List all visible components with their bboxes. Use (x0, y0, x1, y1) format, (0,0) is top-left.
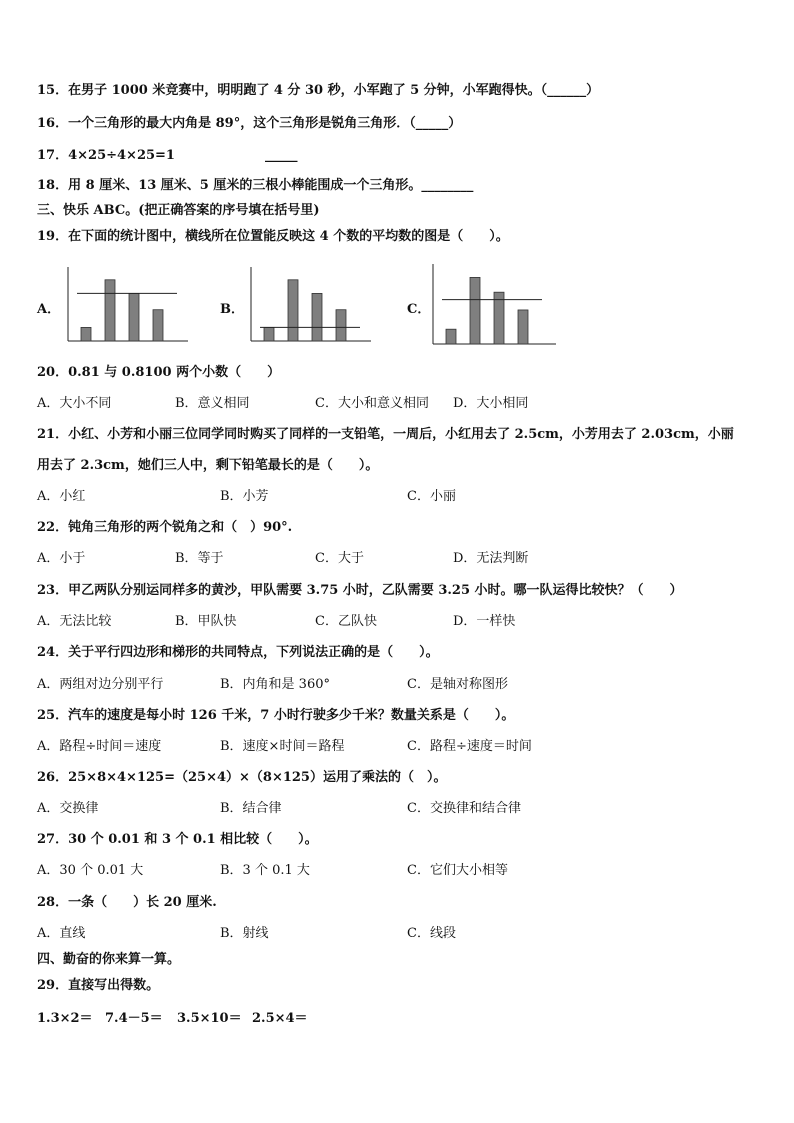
bar (288, 280, 298, 341)
question-17-blank[interactable]: _____ (265, 148, 298, 163)
q22-option-c[interactable]: C．大于 (315, 551, 364, 566)
question-24: 24．关于平行四边形和梯形的共同特点，下列说法正确的是（ ）。 (37, 645, 439, 660)
section-3-heading: 三、快乐 ABC。(把正确答案的序号填在括号里) (37, 203, 320, 218)
q27-option-b[interactable]: B．3 个 0.1 大 (220, 863, 310, 878)
bar (264, 327, 274, 341)
bar (105, 280, 115, 341)
q23-option-d[interactable]: D．一样快 (453, 614, 516, 629)
q23-option-a[interactable]: A．无法比较 (37, 614, 112, 629)
question-15: 15．在男子 1000 米竞赛中，明明跑了 4 分 30 秒，小军跑了 5 分钟，小军跑得快。（______） (37, 83, 600, 98)
bar (446, 329, 456, 344)
q22-option-b[interactable]: B．等于 (175, 551, 224, 566)
q24-option-b[interactable]: B．内角和是 360° (220, 677, 330, 692)
question-28: 28．一条（ ）长 20 厘米. (37, 895, 217, 910)
q27-option-a[interactable]: A．30 个 0.01 大 (37, 863, 144, 878)
q26-option-c[interactable]: C．交换律和结合律 (407, 801, 521, 816)
question-26: 26．25×8×4×125=（25×4）×（8×125）运用了乘法的（ ）。 (37, 770, 447, 785)
q22-option-d[interactable]: D．无法判断 (453, 551, 529, 566)
question-20: 20．0.81 与 0.8100 两个小数（ ） (37, 365, 281, 380)
section-4-heading: 四、勤奋的你来算一算。 (37, 952, 181, 967)
q21-option-b[interactable]: B．小芳 (220, 489, 269, 504)
question-16: 16．一个三角形的最大内角是 89°，这个三角形是锐角三角形．（_____） (37, 116, 462, 131)
q20-option-a[interactable]: A．大小不同 (37, 396, 112, 411)
bar (129, 293, 139, 341)
bar (336, 310, 346, 341)
bar (518, 310, 528, 344)
q20-option-b[interactable]: B．意义相同 (175, 396, 250, 411)
question-23: 23．甲乙两队分别运同样多的黄沙，甲队需要 3.75 小时，乙队需要 3.25 小时。哪一队运得比较快？（ ） (37, 583, 683, 598)
question-18: 18．用 8 厘米、13 厘米、5 厘米的三根小棒能围成一个三角形。________ (37, 178, 474, 193)
bar (312, 293, 322, 341)
q24-option-c[interactable]: C．是轴对称图形 (407, 677, 508, 692)
question-25: 25．汽车的速度是每小时 126 千米，7 小时行驶多少千米？数量关系是（ ）。 (37, 708, 515, 723)
q26-option-a[interactable]: A．交换律 (37, 801, 99, 816)
q29-item-3: 3.5×10＝ (177, 1011, 242, 1026)
q29-item-1: 1.3×2＝ (37, 1011, 93, 1026)
question-21-line1: 21．小红、小芳和小丽三位同学同时购买了同样的一支铅笔，一周后，小红用去了 2.5cm，小芳用去了 2.03cm，小丽 (37, 427, 734, 442)
question-17: 17．4×25÷4×25=1 (37, 148, 175, 163)
q21-option-a[interactable]: A．小红 (37, 489, 86, 504)
q28-option-b[interactable]: B．射线 (220, 926, 269, 941)
q25-option-a[interactable]: A．路程÷时间＝速度 (37, 739, 162, 754)
q28-option-a[interactable]: A．直线 (37, 926, 86, 941)
q29-item-4: 2.5×4＝ (252, 1011, 308, 1026)
bar (81, 327, 91, 341)
q27-option-c[interactable]: C．它们大小相等 (407, 863, 508, 878)
question-29: 29．直接写出得数。 (37, 978, 160, 993)
q20-option-d[interactable]: D．大小相同 (453, 396, 529, 411)
q24-option-a[interactable]: A．两组对边分别平行 (37, 677, 164, 692)
q29-item-2: 7.4－5＝ (105, 1011, 163, 1026)
q23-option-b[interactable]: B．甲队快 (175, 614, 237, 629)
q22-option-a[interactable]: A．小于 (37, 551, 86, 566)
question-27: 27．30 个 0.01 和 3 个 0.1 相比较（ ）。 (37, 832, 318, 847)
q23-option-c[interactable]: C．乙队快 (315, 614, 377, 629)
q19-option-a-label[interactable]: A． (37, 302, 61, 317)
q19-option-b-label[interactable]: B． (220, 302, 244, 317)
question-22: 22．钝角三角形的两个锐角之和（ ）90°. (37, 520, 293, 535)
bar (470, 277, 480, 344)
question-21-line2: 用去了 2.3cm，她们三人中，剩下铅笔最长的是（ ）。 (37, 458, 379, 473)
q19-option-c-label[interactable]: C． (407, 302, 431, 317)
q19-chart-c (430, 260, 558, 348)
q19-chart-b (248, 263, 373, 345)
q21-option-c[interactable]: C．小丽 (407, 489, 456, 504)
q26-option-b[interactable]: B．结合律 (220, 801, 282, 816)
q28-option-c[interactable]: C．线段 (407, 926, 456, 941)
q25-option-b[interactable]: B．速度×时间＝路程 (220, 739, 345, 754)
q20-option-c[interactable]: C．大小和意义相同 (315, 396, 429, 411)
question-19: 19．在下面的统计图中，横线所在位置能反映这 4 个数的平均数的图是（ ）。 (37, 229, 509, 244)
bar (153, 310, 163, 341)
q19-chart-a (65, 263, 190, 345)
q25-option-c[interactable]: C．路程÷速度＝时间 (407, 739, 532, 754)
